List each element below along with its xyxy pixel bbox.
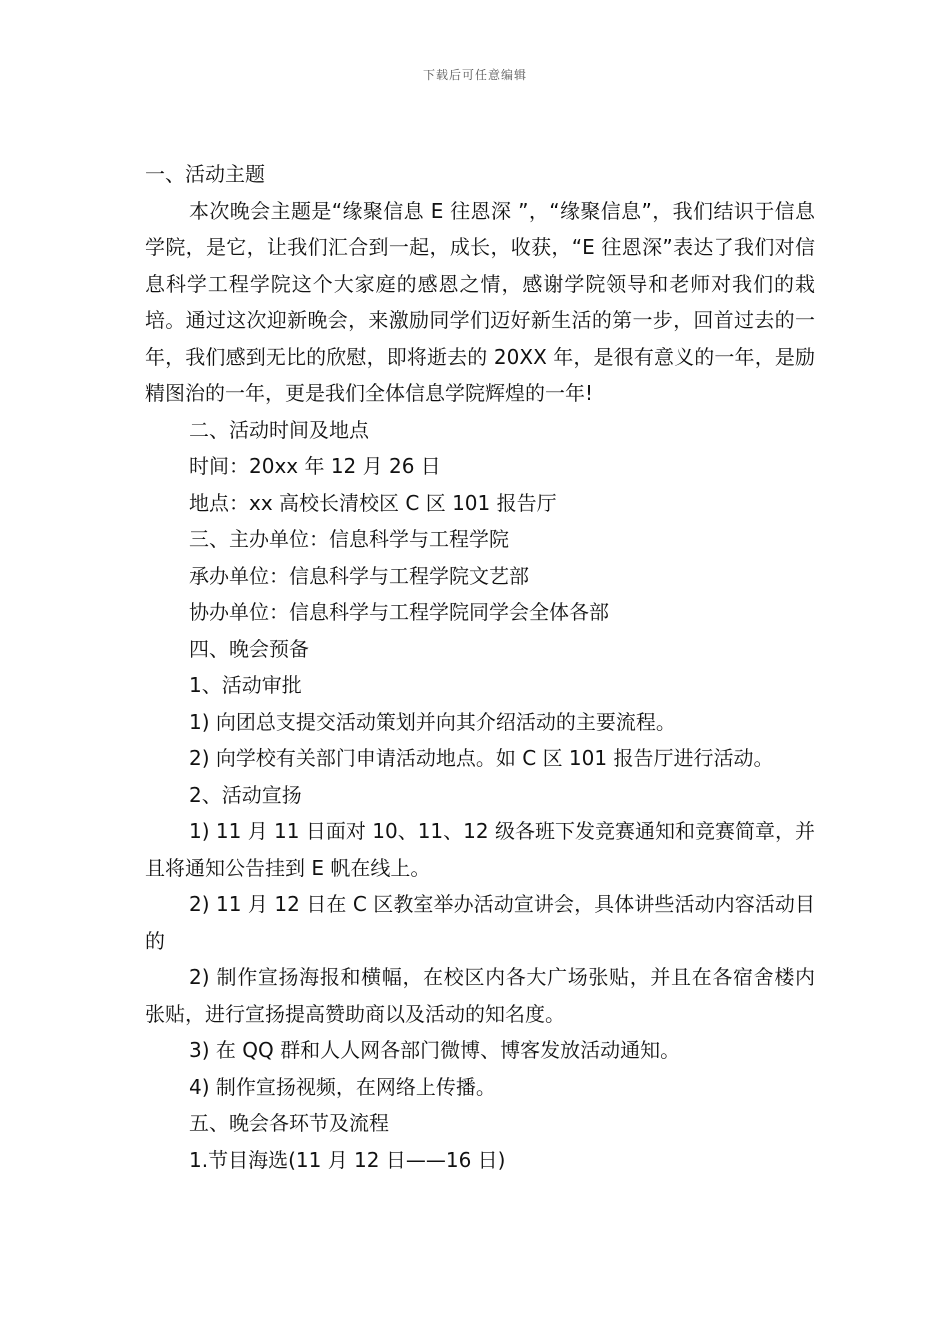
section-heading-theme: 一、活动主题 bbox=[145, 162, 265, 186]
event-location: 地点：xx 高校长清校区 C 区 101 报告厅 bbox=[189, 490, 557, 515]
approval-item-1: 1) 向团总支提交活动策划并向其介绍活动的主要流程。 bbox=[189, 709, 676, 734]
theme-paragraph: 本次晚会主题是“缘聚信息 E 往恩深 ”，“缘聚信息”，我们结识于信息学院，是它，让我们汇合到一起，成长，收获，“E 往恩深”表达了我们对信息科学工程学院这个大家庭的感恩之情，感谢学院领导和老师对我们的栽培。通过这次迎新晚会，来激励同学们迈好新生活的第一步，回首过去的一年，我们感到无比的欣慰，即将逝去的 20XX 年，是很有意义的一年，是励精图治的一年，更是我们全体信息学院辉煌的一年! bbox=[145, 198, 815, 405]
promotion-item-3: 2) 制作宣扬海报和横幅，在校区内各大广场张贴，并且在各宿舍楼内张贴，进行宣扬提高赞助商以及活动的知名度。 bbox=[145, 965, 815, 1026]
section-heading-time-place: 二、活动时间及地点 bbox=[189, 417, 369, 442]
page-header: 下载后可任意编辑 bbox=[422, 68, 527, 82]
process-item-1: 1.节目海选(11 月 12 日——16 日) bbox=[189, 1147, 506, 1172]
undertaking-unit: 承办单位：信息科学与工程学院文艺部 bbox=[189, 563, 529, 588]
section-heading-organizer: 三、主办单位：信息科学与工程学院 bbox=[189, 527, 509, 551]
promotion-item-5: 4) 制作宣扬视频，在网络上传播。 bbox=[189, 1074, 496, 1099]
promotion-item-1: 1) 11 月 11 日面对 10、11、12 级各班下发竞赛通知和竞赛简章，并且将通知公告挂到 E 帆在线上。 bbox=[145, 819, 815, 880]
approval-item-2: 2) 向学校有关部门申请活动地点。如 C 区 101 报告厅进行活动。 bbox=[189, 746, 774, 770]
section-heading-process: 五、晚会各环节及流程 bbox=[189, 1111, 389, 1135]
document-body bbox=[145, 156, 815, 1178]
event-time: 时间：20xx 年 12 月 26 日 bbox=[189, 454, 441, 478]
assisting-unit: 协办单位：信息科学与工程学院同学会全体各部 bbox=[189, 600, 609, 624]
subheading-promotion: 2、活动宣扬 bbox=[189, 782, 302, 807]
section-heading-preparation: 四、晚会预备 bbox=[189, 636, 309, 661]
promotion-item-2: 2) 11 月 12 日在 C 区教室举办活动宣讲会，具体讲些活动内容活动目的 bbox=[145, 892, 815, 953]
promotion-item-4: 3) 在 QQ 群和人人网各部门微博、博客发放活动通知。 bbox=[189, 1038, 681, 1062]
subheading-approval: 1、活动审批 bbox=[189, 673, 302, 697]
